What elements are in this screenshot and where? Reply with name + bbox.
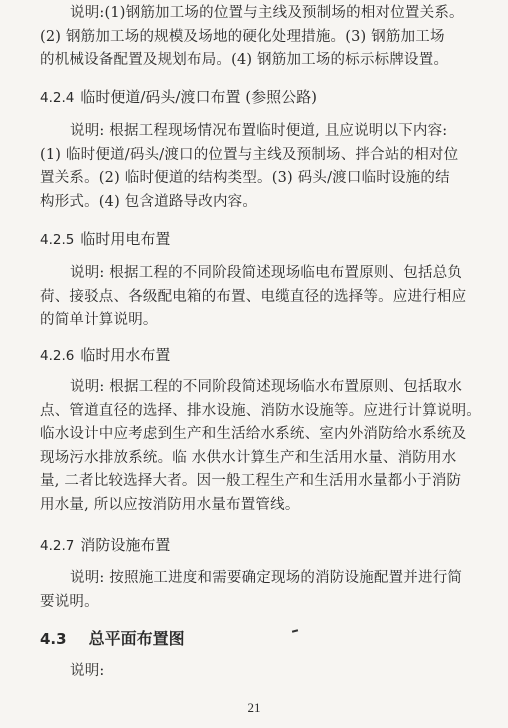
section-paragraph-4-3	[40, 660, 492, 684]
paragraph-line: 说明: 按照施工进度和需要确定现场的消防设施配置并进行简	[70, 570, 463, 586]
section-heading-4-2-4	[40, 86, 317, 109]
section-paragraph-4-2-6	[40, 376, 492, 517]
scan-mark	[292, 629, 298, 632]
section-number: 4.2.6	[40, 348, 75, 364]
paragraph-line: 的简单计算说明。	[40, 312, 158, 328]
intro-paragraph	[40, 2, 492, 73]
paragraph-line: 说明: 根据工程的不同阶段简述现场临电布置原则、包括总负	[70, 265, 463, 281]
section-number: 4.2.5	[40, 232, 75, 248]
intro-line: 说明:(1)钢筋加工场的位置与主线及预制场的相对位置关系。	[70, 5, 464, 21]
section-number: 4.2.4	[40, 90, 75, 106]
paragraph-line: 说明: 根据工程现场情况布置临时便道, 且应说明以下内容:	[70, 123, 448, 139]
section-paragraph-4-2-7	[40, 567, 492, 614]
paragraph-line: 现场污水排放系统。临 水供水计算生产和生活用水量、消防用水	[40, 449, 457, 466]
paragraph-line: 荷、接驳点、各级配电箱的布置、电缆直径的选择等。应进行相应	[40, 288, 467, 305]
intro-line: (2) 钢筋加工场的规模及场地的硬化处理措施。(3) 钢筋加工场	[40, 28, 445, 45]
section-title: 消防设施布置	[80, 536, 171, 554]
paragraph-line: 构形式。(4) 包含道路导改内容。	[40, 193, 258, 210]
section-title: 临时用电布置	[80, 230, 171, 248]
paragraph-line: 置关系。(2) 临时便道的结构类型。(3) 码头/渡口临时设施的结	[40, 170, 450, 186]
paragraph-line: 用水量, 所以应按消防用水量布置管线。	[40, 496, 300, 513]
section-title: 临时便道/码头/渡口布置 (参照公路)	[80, 88, 317, 106]
paragraph-line: 临水设计中应考虑到生产和生活给水系统、室内外消防给水系统及	[40, 426, 467, 442]
section-heading-4-2-7	[40, 534, 170, 557]
section-heading-4-3	[40, 626, 185, 649]
paragraph-line: (1) 临时便道/码头/渡口的位置与主线及预制场、拌合站的相对位	[40, 146, 459, 163]
paragraph-line: 说明: 根据工程的不同阶段简述现场临水布置原则、包括取水	[70, 379, 463, 395]
section-paragraph-4-2-4	[40, 120, 492, 214]
section-heading-4-2-6	[40, 344, 170, 367]
section-title: 临时用水布置	[80, 346, 171, 364]
section-title: 总平面布置图	[88, 629, 185, 648]
intro-line: 的机械设备配置及规划布局。(4) 钢筋加工场的标示标牌设置。	[40, 52, 449, 68]
paragraph-line: 量, 二者比较选择大者。因一般工程生产和生活用水量都小于消防	[40, 473, 462, 489]
paragraph-line: 要说明。	[40, 593, 99, 610]
section-heading-4-2-5	[40, 228, 170, 251]
paragraph-line: 说明:	[70, 663, 105, 679]
paragraph-line: 点、管道直径的选择、排水设施、消防水设施等。应进行计算说明。	[40, 402, 481, 419]
section-paragraph-4-2-5	[40, 262, 492, 333]
section-number: 4.3	[40, 630, 67, 648]
page-number: 21	[247, 700, 261, 715]
section-number: 4.2.7	[40, 538, 75, 554]
